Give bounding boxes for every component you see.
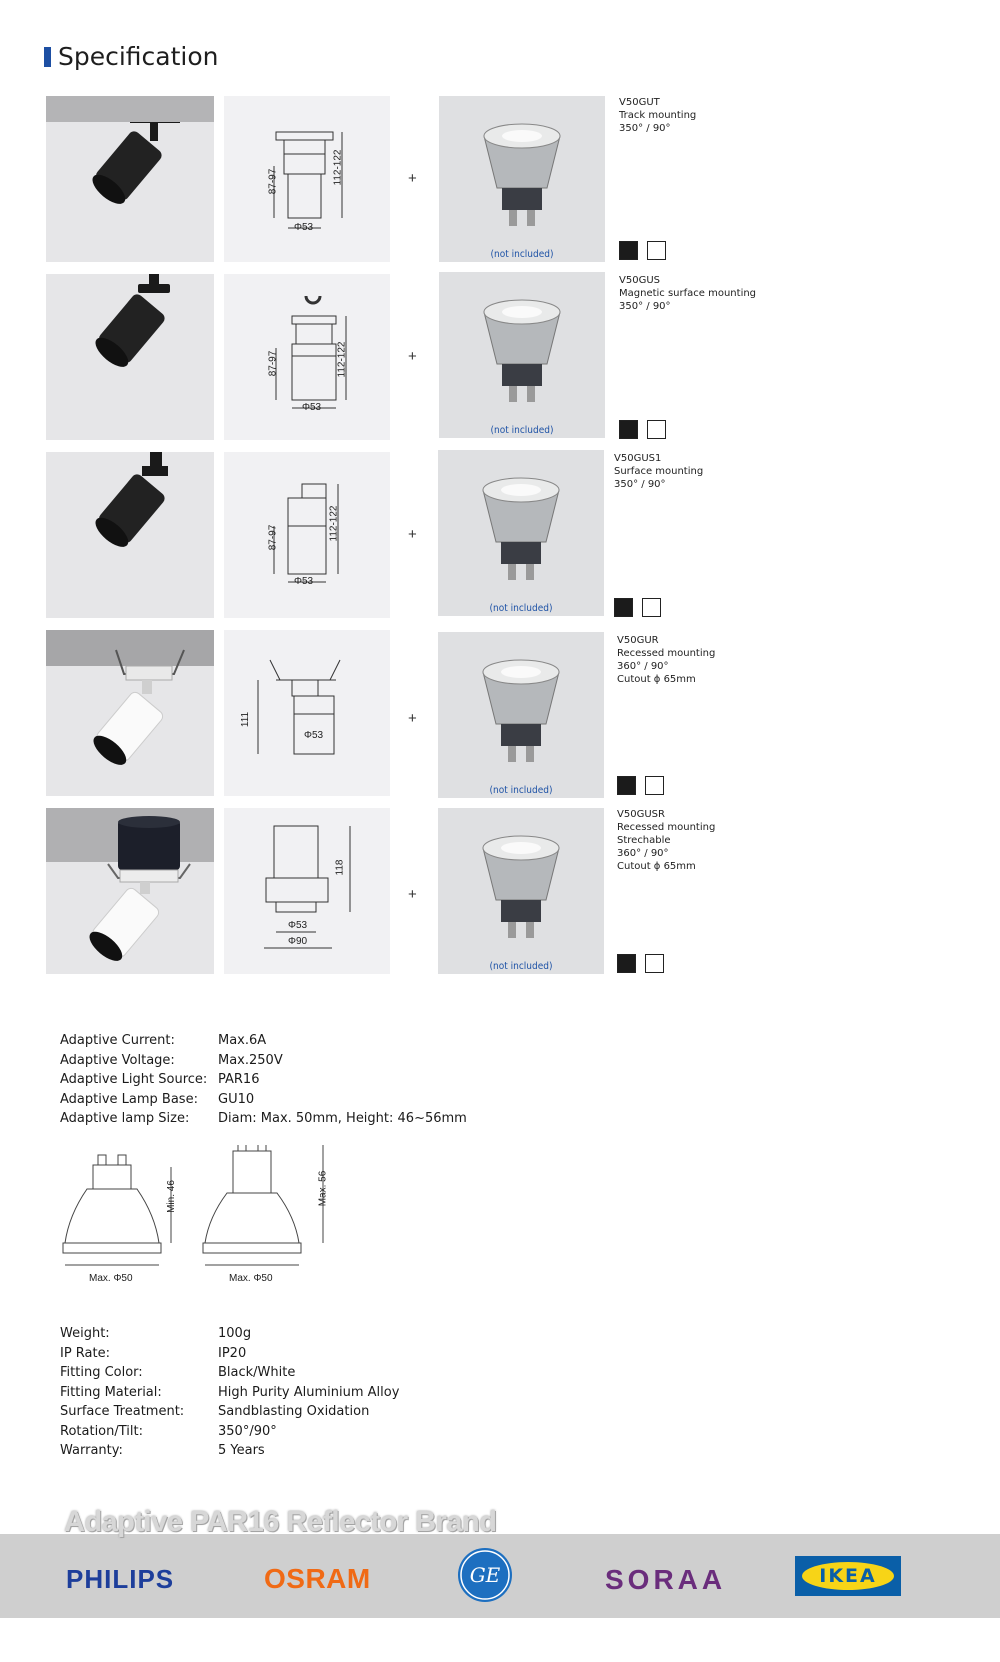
mount-type: Magnetic surface mounting [619, 288, 757, 299]
color-swatch-black[interactable] [619, 420, 638, 439]
cutout: Cutout ϕ 65mm [617, 861, 696, 872]
osram-logo: OSRAM [264, 1563, 371, 1594]
rotation: 350° / 90° [619, 301, 671, 312]
product-info [617, 808, 917, 873]
product-photo [46, 452, 214, 618]
product-row-recessed-stretch [0, 808, 1000, 978]
dim-height-max: 112-122 [336, 341, 348, 378]
title-accent-bar [44, 47, 51, 67]
product-info [619, 274, 919, 313]
not-included-note: (not included) [489, 603, 553, 614]
philips-logo: PHILIPS [66, 1564, 175, 1594]
dim-max-diameter: Max. Φ50 [229, 1273, 273, 1284]
dim-outer-diameter: Φ90 [288, 936, 308, 947]
rotation: 360° / 90° [617, 848, 669, 859]
dim-min-height: Min. 46 [165, 1180, 177, 1213]
page-title: Specification [58, 42, 219, 71]
color-swatch-black[interactable] [617, 776, 636, 795]
lamp-image [438, 450, 604, 616]
plus-sign: + [408, 348, 417, 365]
dim-height-max: 112-122 [328, 505, 340, 542]
product-row-track [0, 96, 1000, 266]
color-swatch-white[interactable] [642, 598, 661, 617]
dim-diameter: Φ53 [294, 222, 314, 233]
lamp-dimension-diagrams [55, 1145, 385, 1295]
plus-sign: + [408, 526, 417, 543]
product-photo [46, 274, 214, 440]
dim-height-max: 112-122 [332, 149, 344, 186]
product-info [614, 452, 914, 491]
not-included-note: (not included) [490, 249, 554, 260]
dim-diameter: Φ53 [294, 576, 314, 587]
color-swatch-white[interactable] [647, 420, 666, 439]
dimension-drawing [224, 96, 390, 262]
dim-max-diameter: Max. Φ50 [89, 1273, 133, 1284]
product-info [617, 634, 917, 686]
not-included-note: (not included) [489, 785, 553, 796]
product-row-surface [0, 452, 1000, 622]
lamp-image [438, 632, 604, 798]
dim-height: 111 [240, 711, 252, 728]
product-photo [46, 96, 214, 262]
mount-type: Track mounting [619, 110, 697, 121]
mount-type: Recessed mounting [617, 822, 716, 833]
lamp-image [439, 96, 605, 262]
model-code: V50GUSR [617, 809, 665, 820]
color-swatch-white[interactable] [645, 776, 664, 795]
dim-diameter: Φ53 [304, 730, 324, 741]
mount-type: Surface mounting [614, 466, 704, 477]
dimension-drawing [224, 630, 390, 796]
dim-diameter: Φ53 [302, 402, 322, 413]
dimension-drawing [224, 808, 390, 974]
ge-logo-text: GE [469, 1563, 501, 1587]
model-code: V50GUT [619, 97, 660, 108]
lamp-image [439, 272, 605, 438]
product-row-magnetic [0, 274, 1000, 444]
model-code: V50GUS [619, 275, 660, 286]
mount-type: Recessed mounting [617, 648, 716, 659]
not-included-note: (not included) [490, 425, 554, 436]
product-photo [46, 808, 214, 974]
dim-max-height: Max. 56 [317, 1170, 329, 1207]
product-info [619, 96, 919, 135]
cutout: Cutout ϕ 65mm [617, 674, 696, 685]
soraa-logo: SORAA [605, 1564, 727, 1595]
dim-diameter: Φ53 [288, 920, 308, 931]
lamp-image [438, 808, 604, 974]
ikea-logo-text: IKEA [819, 1565, 877, 1587]
rotation: 350° / 90° [614, 479, 666, 490]
ge-logo [456, 1546, 514, 1609]
dimension-drawing [224, 274, 390, 440]
plus-sign: + [408, 170, 417, 187]
color-swatch-black[interactable] [614, 598, 633, 617]
plus-sign: + [408, 886, 417, 903]
product-photo [46, 630, 214, 796]
rotation: 350° / 90° [619, 123, 671, 134]
dimension-drawing [224, 452, 390, 618]
stretch: Strechable [617, 835, 671, 846]
product-row-recessed [0, 630, 1000, 800]
color-swatch-black[interactable] [617, 954, 636, 973]
model-code: V50GUR [617, 635, 659, 646]
rotation: 360° / 90° [617, 661, 669, 672]
dim-height: 87-97 [267, 168, 279, 195]
color-swatch-white[interactable] [645, 954, 664, 973]
model-code: V50GUS1 [614, 453, 662, 464]
ikea-logo [795, 1556, 901, 1596]
not-included-note: (not included) [489, 961, 553, 972]
dim-height: 118 [334, 859, 346, 876]
color-swatch-black[interactable] [619, 241, 638, 260]
dim-height: 87-97 [267, 524, 279, 551]
brand-section-title: Adaptive PAR16 Reflector Brand [64, 1506, 497, 1538]
dim-height: 87-97 [267, 350, 279, 377]
plus-sign: + [408, 710, 417, 727]
color-swatch-white[interactable] [647, 241, 666, 260]
